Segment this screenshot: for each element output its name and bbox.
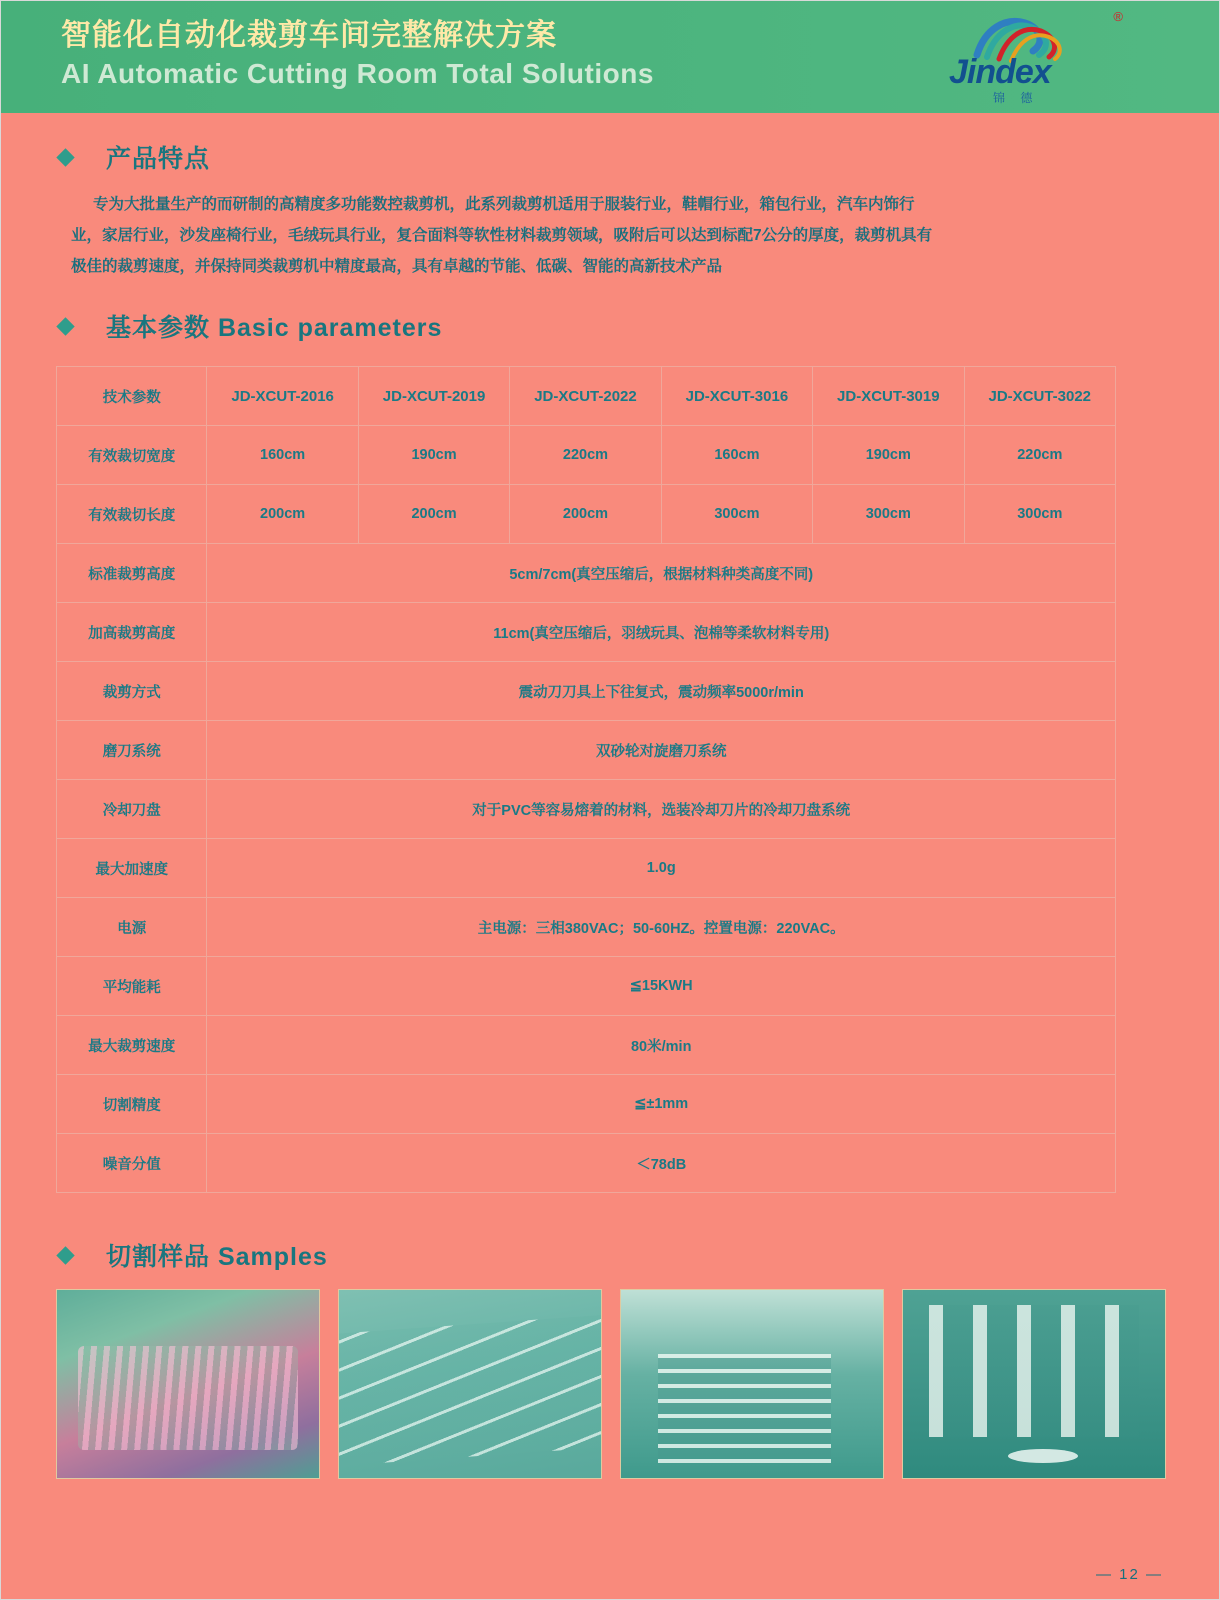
table-cell: 200cm bbox=[358, 485, 509, 544]
features-paragraph-line-1: 专为大批量生产的而研制的高精度多功能数控裁剪机，此系列裁剪机适用于服装行业，鞋帽行业，箱包行业，汽车内饰行 bbox=[93, 196, 915, 213]
logo-subtext: 锦 德 bbox=[993, 91, 1039, 105]
table-cell-merged: 主电源：三相380VAC；50-60HZ。控置电源：220VAC。 bbox=[207, 898, 1116, 957]
table-header-cell: JD-XCUT-3019 bbox=[813, 367, 964, 426]
parameters-table-wrapper bbox=[56, 366, 1116, 1193]
sample-image-3 bbox=[620, 1289, 884, 1479]
page-number: — 12 — bbox=[1095, 1566, 1163, 1583]
table-row bbox=[57, 721, 1116, 780]
table-header-cell: JD-XCUT-2022 bbox=[510, 367, 661, 426]
table-row bbox=[57, 780, 1116, 839]
page-header bbox=[1, 1, 1219, 113]
header-title-cn: 智能化自动化裁剪车间完整解决方案 bbox=[61, 19, 557, 52]
samples-heading bbox=[53, 1237, 1219, 1273]
table-row bbox=[57, 1134, 1116, 1193]
table-cell-merged: 对于PVC等容易熔着的材料，选装冷却刀片的冷却刀盘系统 bbox=[207, 780, 1116, 839]
features-section bbox=[1, 139, 1219, 175]
sample-image-2 bbox=[338, 1289, 602, 1479]
table-row-label: 标准裁剪高度 bbox=[57, 544, 207, 603]
table-row bbox=[57, 898, 1116, 957]
table-cell-merged: ≦±1mm bbox=[207, 1075, 1116, 1134]
sample-image-1 bbox=[56, 1289, 320, 1479]
features-paragraph-line-3: 极佳的裁剪速度，并保持同类裁剪机中精度最高，具有卓越的节能、低碳、智能的高新技术产品 bbox=[71, 258, 723, 275]
table-row-label: 磨刀系统 bbox=[57, 721, 207, 780]
table-row bbox=[57, 603, 1116, 662]
table-header-row bbox=[57, 367, 1116, 426]
table-cell: 300cm bbox=[964, 485, 1115, 544]
parameters-heading bbox=[53, 308, 1219, 344]
table-row bbox=[57, 426, 1116, 485]
table-row bbox=[57, 662, 1116, 721]
table-row-label: 噪音分值 bbox=[57, 1134, 207, 1193]
table-header-cell: JD-XCUT-3016 bbox=[661, 367, 812, 426]
table-cell: 160cm bbox=[207, 426, 358, 485]
table-row bbox=[57, 544, 1116, 603]
samples-gallery bbox=[56, 1289, 1166, 1479]
table-cell: 300cm bbox=[813, 485, 964, 544]
table-header-cell: JD-XCUT-2016 bbox=[207, 367, 358, 426]
table-cell: 190cm bbox=[813, 426, 964, 485]
parameters-title: 基本参数 Basic parameters bbox=[106, 314, 443, 342]
features-heading bbox=[53, 139, 1219, 175]
table-row-label: 最大加速度 bbox=[57, 839, 207, 898]
table-cell-merged: 双砂轮对旋磨刀系统 bbox=[207, 721, 1116, 780]
table-cell-merged: 震动刀刀具上下往复式，震动频率5000r/min bbox=[207, 662, 1116, 721]
table-row-label: 加高裁剪高度 bbox=[57, 603, 207, 662]
table-cell: 220cm bbox=[964, 426, 1115, 485]
table-row bbox=[57, 839, 1116, 898]
table-row-label: 电源 bbox=[57, 898, 207, 957]
registered-trademark-icon: ® bbox=[1113, 9, 1123, 24]
samples-title: 切割样品 Samples bbox=[106, 1243, 328, 1271]
diamond-bullet-icon bbox=[56, 1246, 74, 1264]
table-header-cell: JD-XCUT-2019 bbox=[358, 367, 509, 426]
table-cell: 160cm bbox=[661, 426, 812, 485]
table-cell: 200cm bbox=[510, 485, 661, 544]
features-title: 产品特点 bbox=[106, 145, 211, 173]
header-titles bbox=[61, 17, 654, 93]
table-cell-merged: 5cm/7cm(真空压缩后，根据材料种类高度不同) bbox=[207, 544, 1116, 603]
logo-wordmark-text: Jindex bbox=[949, 53, 1051, 91]
table-row-label: 有效裁切宽度 bbox=[57, 426, 207, 485]
parameters-table bbox=[56, 366, 1116, 1193]
table-row-label: 最大裁剪速度 bbox=[57, 1016, 207, 1075]
diamond-bullet-icon bbox=[56, 148, 74, 166]
company-logo bbox=[949, 9, 1123, 105]
diamond-bullet-icon bbox=[56, 317, 74, 335]
table-header-cell: JD-XCUT-3022 bbox=[964, 367, 1115, 426]
features-paragraph-line-2: 业，家居行业，沙发座椅行业，毛绒玩具行业，复合面料等软性材料裁剪领域，吸附后可以达到标配7公分的厚度，裁剪机具有 bbox=[71, 227, 933, 244]
table-cell: 300cm bbox=[661, 485, 812, 544]
sample-image-4 bbox=[902, 1289, 1166, 1479]
table-row-label: 裁剪方式 bbox=[57, 662, 207, 721]
table-cell-merged: ＜78dB bbox=[207, 1134, 1116, 1193]
table-cell: 220cm bbox=[510, 426, 661, 485]
table-cell-merged: 1.0g bbox=[207, 839, 1116, 898]
table-cell: 200cm bbox=[207, 485, 358, 544]
table-row-label: 平均能耗 bbox=[57, 957, 207, 1016]
table-header-cell: 技术参数 bbox=[57, 367, 207, 426]
table-row-label: 有效裁切长度 bbox=[57, 485, 207, 544]
table-row-label: 切割精度 bbox=[57, 1075, 207, 1134]
table-cell-merged: 11cm(真空压缩后，羽绒玩具、泡棉等柔软材料专用) bbox=[207, 603, 1116, 662]
table-cell-merged: ≦15KWH bbox=[207, 957, 1116, 1016]
table-cell: 190cm bbox=[358, 426, 509, 485]
table-row bbox=[57, 1075, 1116, 1134]
table-row bbox=[57, 485, 1116, 544]
logo-wordmark bbox=[949, 53, 1051, 92]
header-title-en: AI Automatic Cutting Room Total Solutions bbox=[61, 58, 654, 89]
features-paragraph bbox=[71, 189, 1161, 282]
samples-section bbox=[1, 1237, 1219, 1273]
table-row-label: 冷却刀盘 bbox=[57, 780, 207, 839]
table-row bbox=[57, 957, 1116, 1016]
table-cell-merged: 80米/min bbox=[207, 1016, 1116, 1075]
table-row bbox=[57, 1016, 1116, 1075]
parameters-section bbox=[1, 308, 1219, 344]
